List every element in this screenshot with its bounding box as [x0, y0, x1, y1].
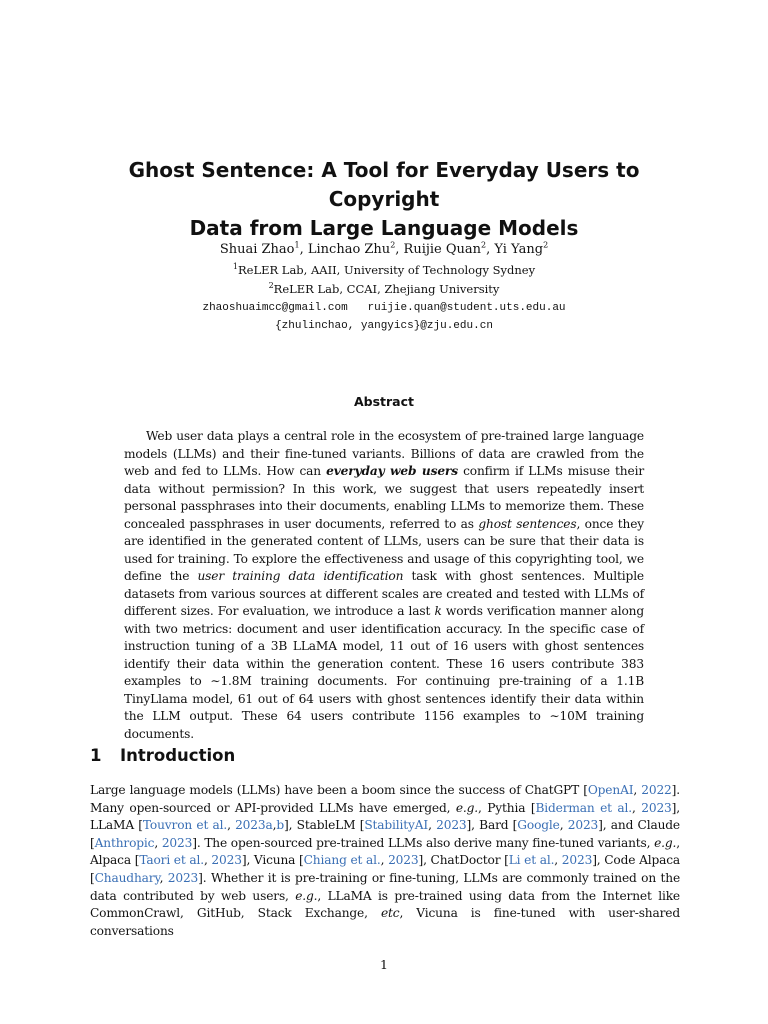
- text-run: ], Code Alpaca [: [90, 853, 681, 885]
- text-run: ,: [380, 853, 389, 868]
- author-separator: ,: [486, 242, 495, 257]
- affiliation-text: ReLER Lab, AAII, University of Technology Sydney: [238, 263, 536, 277]
- abstract-paragraph: [124, 428, 644, 743]
- page-number: 1: [380, 957, 388, 972]
- paper-title: [80, 156, 688, 243]
- text-run: ,: [154, 835, 162, 850]
- title-line-1: Ghost Sentence: A Tool for Everyday Users to Copyright: [128, 158, 640, 211]
- citation-link[interactable]: 2023a: [235, 818, 273, 833]
- text-run: ], ChatDoctor [: [418, 853, 509, 868]
- email-line-1[interactable]: zhaoshuaimcc@gmail.com ruijie.quan@student.uts.edu.au: [202, 302, 566, 314]
- emphasis-text: everyday web users: [326, 464, 458, 478]
- author-separator: ,: [395, 242, 404, 257]
- citation-link[interactable]: Anthropic: [94, 835, 155, 850]
- author-affiliation-mark: 2: [543, 240, 549, 250]
- text-run: , Alpaca [: [90, 835, 681, 868]
- affiliation-1: [80, 262, 688, 278]
- affiliation-text: ReLER Lab, CCAI, Zhejiang University: [273, 282, 500, 296]
- title-line-2: Data from Large Language Models: [189, 216, 579, 240]
- text-run: ], Vicuna [: [241, 853, 304, 868]
- citation-link[interactable]: Google: [517, 818, 560, 833]
- text-run: ,: [632, 800, 642, 815]
- citation-link[interactable]: OpenAI: [587, 783, 634, 797]
- text-run: ]. The open-sourced pre-trained LLMs also derive many fine-tuned variants,: [192, 835, 655, 850]
- text-run: ,: [559, 818, 568, 833]
- author-separator: ,: [299, 242, 308, 257]
- text-run: Web user data plays a central role in the ecosystem of pre-trained large language models (LLMs) and their fine-tuned variants. Billions of data are crawled from the web and fed to LLMs. How can: [124, 429, 644, 478]
- text-run: ], and Claude [: [90, 818, 680, 850]
- text-run: words verification manner along with two metrics: document and user identification accuracy. In the specific case of instruction tuning of a 3B LLaMA model, 11 out of 16 users with ghost sentences identify their data within the generation content. These 16 users contribute 383 examples to ∼1.8M training documents. For continuing pre-training of a 1.1B TinyLlama model, 61 out of 64 users with ghost sentences identify their data within the LLM output. These 64 users contribute 1156 examples to ∼10M training documents.: [124, 604, 644, 741]
- italic-text: user training data identification: [197, 569, 404, 583]
- citation-link[interactable]: 2023: [388, 853, 419, 868]
- author-name: Yi Yang: [494, 242, 544, 257]
- text-run: ,: [272, 818, 277, 833]
- citation-link[interactable]: Chiang et al.: [303, 853, 381, 868]
- affiliation-mark: 2: [268, 281, 274, 291]
- author-affiliation-mark: 2: [390, 240, 396, 250]
- author-name: Linchao Zhu: [307, 242, 391, 257]
- author-name: Shuai Zhao: [219, 242, 295, 257]
- italic-text: e.g.: [295, 888, 318, 903]
- italic-text: etc: [380, 906, 400, 921]
- text-run: ,: [159, 870, 168, 885]
- author-affiliation-mark: 2: [481, 240, 487, 250]
- italic-text: ghost sentences: [478, 516, 577, 531]
- text-run: ], StableLM [: [284, 818, 365, 833]
- italic-text: e.g.: [654, 835, 677, 850]
- text-run: ,: [554, 853, 562, 868]
- text-run: confirm if LLMs misuse their data without permission? In this work, we suggest that users repeatedly insert personal passphrases into their documents, enabling LLMs to memorize them. These concealed passphrases in user documents, referred to as: [124, 464, 644, 531]
- section-number: 1: [90, 746, 102, 765]
- citation-link[interactable]: 2023: [167, 870, 199, 885]
- email-line-2[interactable]: {zhulinchao, yangyics}@zju.edu.cn: [275, 320, 493, 332]
- text-run: ,: [428, 818, 437, 833]
- text-run: , Vicuna is fine-tuned with user-shared conversations: [90, 906, 680, 938]
- citation-link[interactable]: Touvron et al.: [142, 818, 228, 833]
- text-run: ]. Many open-sourced or API-provided LLMs have emerged,: [90, 783, 680, 815]
- text-run: ], LLaMA [: [90, 800, 681, 833]
- text-run: ,: [633, 783, 642, 797]
- text-run: ]. Whether it is pre-training or fine-tuning, LLMs are commonly trained on the data contributed by web users,: [90, 870, 681, 903]
- text-run: ,: [227, 818, 236, 833]
- citation-link[interactable]: 2023: [641, 800, 672, 815]
- text-run: ,: [203, 853, 212, 868]
- citation-link[interactable]: Taori et al.: [139, 853, 204, 868]
- affiliation-mark: 1: [232, 262, 238, 272]
- text-run: ], Bard [: [466, 818, 518, 833]
- citation-link[interactable]: Biderman et al.: [535, 800, 633, 815]
- citation-link[interactable]: Chaudhary: [94, 870, 160, 885]
- author-name: Ruijie Quan: [403, 242, 482, 257]
- citation-link[interactable]: Li et al.: [508, 853, 555, 868]
- introduction-paragraph: [90, 782, 680, 940]
- citation-link[interactable]: StabilityAI: [364, 818, 429, 833]
- text-run: , once they are identified in the generated content of LLMs, users can be sure that their data is used for training. To explore the effectiveness and usage of this copyrighting tool, we define the: [124, 516, 645, 583]
- section-title: Introduction: [120, 746, 236, 765]
- citation-link[interactable]: 2023: [211, 853, 242, 868]
- italic-text: e.g.: [455, 800, 478, 815]
- text-run: Large language models (LLMs) have been a boom since the success of ChatGPT [: [90, 783, 588, 797]
- author-list: [80, 241, 688, 259]
- citation-link[interactable]: b: [276, 818, 285, 833]
- affiliation-2: [80, 281, 688, 297]
- citation-link[interactable]: 2022: [641, 783, 672, 797]
- text-run: , LLaMA is pre-trained using data from the Internet like CommonCrawl, GitHub, Stack Exchange,: [90, 888, 680, 921]
- citation-link[interactable]: 2023: [561, 853, 593, 868]
- citation-link[interactable]: 2023: [436, 818, 467, 833]
- author-affiliation-mark: 1: [294, 240, 300, 250]
- citation-link[interactable]: 2023: [161, 835, 193, 850]
- italic-text: k: [434, 604, 442, 618]
- section-heading-introduction: [90, 746, 235, 765]
- text-run: task with ghost sentences. Multiple datasets from various sources at different scales are created and tested with LLMs of different sizes. For evaluation, we introduce a last: [124, 569, 644, 618]
- citation-link[interactable]: 2023: [567, 818, 599, 833]
- abstract-heading: Abstract: [353, 394, 415, 409]
- text-run: , Pythia [: [478, 800, 536, 815]
